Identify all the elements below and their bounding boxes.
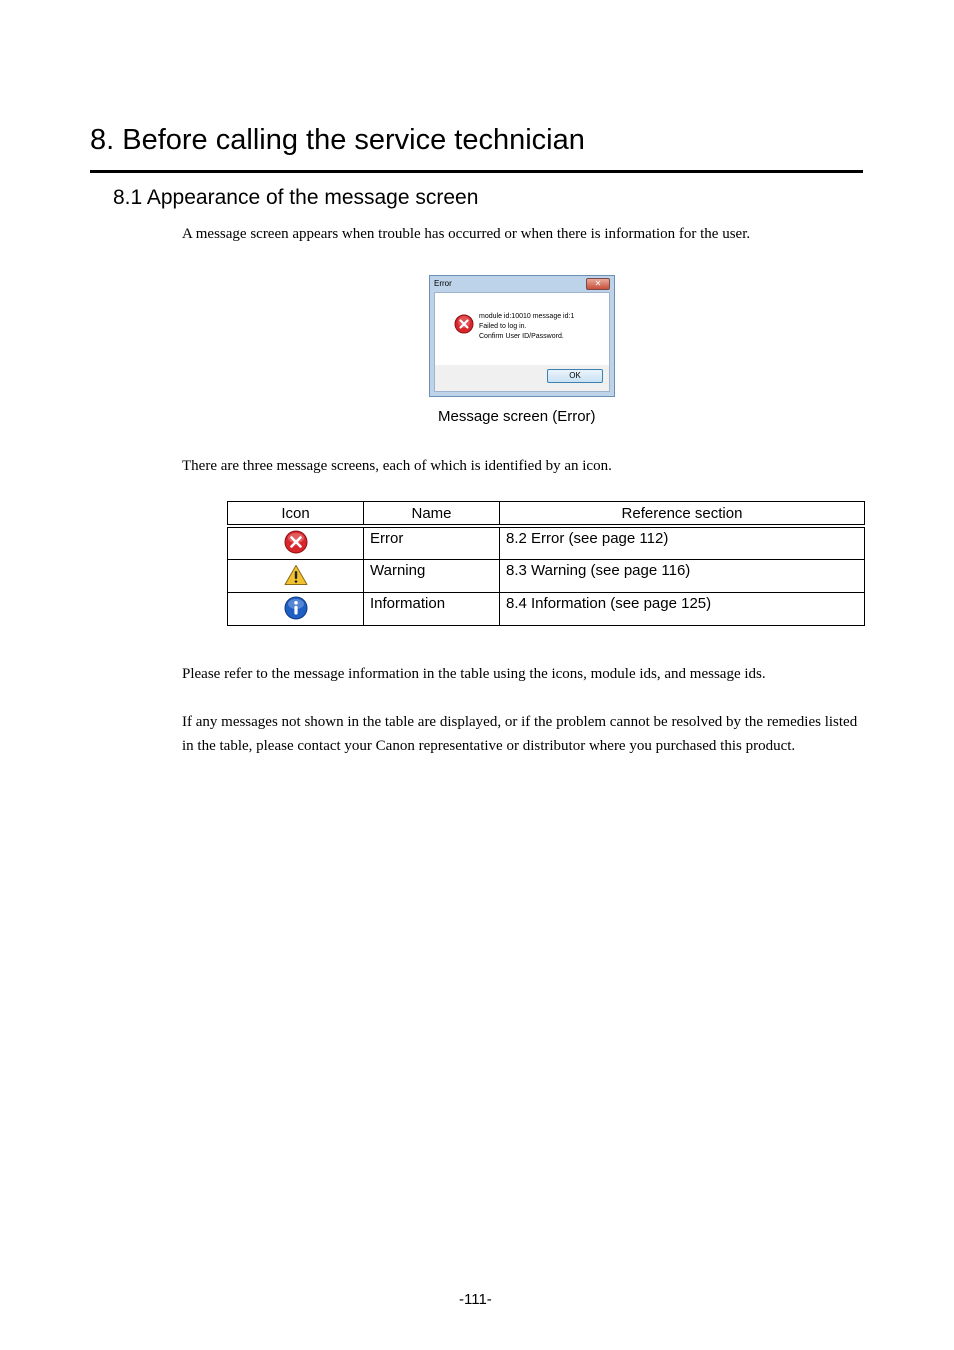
table-cell bbox=[228, 559, 364, 592]
close-icon: ✕ bbox=[586, 278, 610, 290]
table-row bbox=[228, 559, 865, 592]
table-cell: 8.4 Information (see page 125) bbox=[500, 592, 865, 625]
dialog-message-line: Confirm User ID/Password. bbox=[479, 333, 564, 340]
table-cell: Error bbox=[364, 526, 500, 559]
figure-caption: Message screen (Error) bbox=[438, 408, 596, 425]
warning-icon bbox=[284, 564, 308, 586]
error-icon bbox=[284, 530, 308, 554]
heading-rule bbox=[90, 170, 863, 173]
table-cell bbox=[228, 526, 364, 559]
dialog-body bbox=[434, 292, 610, 392]
dialog-content bbox=[435, 293, 609, 365]
table-cell bbox=[228, 592, 364, 625]
dialog-title: Error bbox=[434, 279, 452, 288]
three-screens-paragraph: There are three message screens, each of which is identified by an icon. bbox=[182, 458, 612, 474]
information-icon bbox=[284, 596, 308, 620]
error-icon bbox=[454, 314, 474, 334]
table-row bbox=[228, 592, 865, 625]
error-dialog-screenshot bbox=[429, 275, 615, 397]
table-header-row bbox=[228, 502, 865, 527]
chapter-heading: 8. Before calling the service technician bbox=[90, 124, 585, 156]
refer-paragraph: Please refer to the message information in the table using the icons, module ids, and message ids. bbox=[182, 666, 766, 682]
table-header-cell: Name bbox=[364, 502, 500, 527]
dialog-message bbox=[479, 312, 574, 342]
table-cell: 8.2 Error (see page 112) bbox=[500, 526, 865, 559]
message-icon-table bbox=[227, 501, 865, 626]
table-header-cell: Icon bbox=[228, 502, 364, 527]
ok-button: OK bbox=[547, 369, 603, 383]
table-cell: Information bbox=[364, 592, 500, 625]
dialog-message-line: module id:10010 message id:1 bbox=[479, 313, 575, 320]
section-heading: 8.1 Appearance of the message screen bbox=[113, 186, 479, 209]
table-cell: Warning bbox=[364, 559, 500, 592]
table-cell: 8.3 Warning (see page 116) bbox=[500, 559, 865, 592]
page-number: -111- bbox=[459, 1291, 492, 1308]
intro-paragraph: A message screen appears when trouble has occurred or when there is information for the user. bbox=[182, 226, 751, 242]
contact-paragraph: If any messages not shown in the table are displayed, or if the problem cannot be resolved by the remedies listed in the table, please contact your Canon representative or distributor where you purchased this product. bbox=[182, 714, 858, 754]
table-row bbox=[228, 526, 865, 559]
table-header-cell: Reference section bbox=[500, 502, 865, 527]
dialog-message-line: Failed to log in. bbox=[479, 323, 527, 330]
